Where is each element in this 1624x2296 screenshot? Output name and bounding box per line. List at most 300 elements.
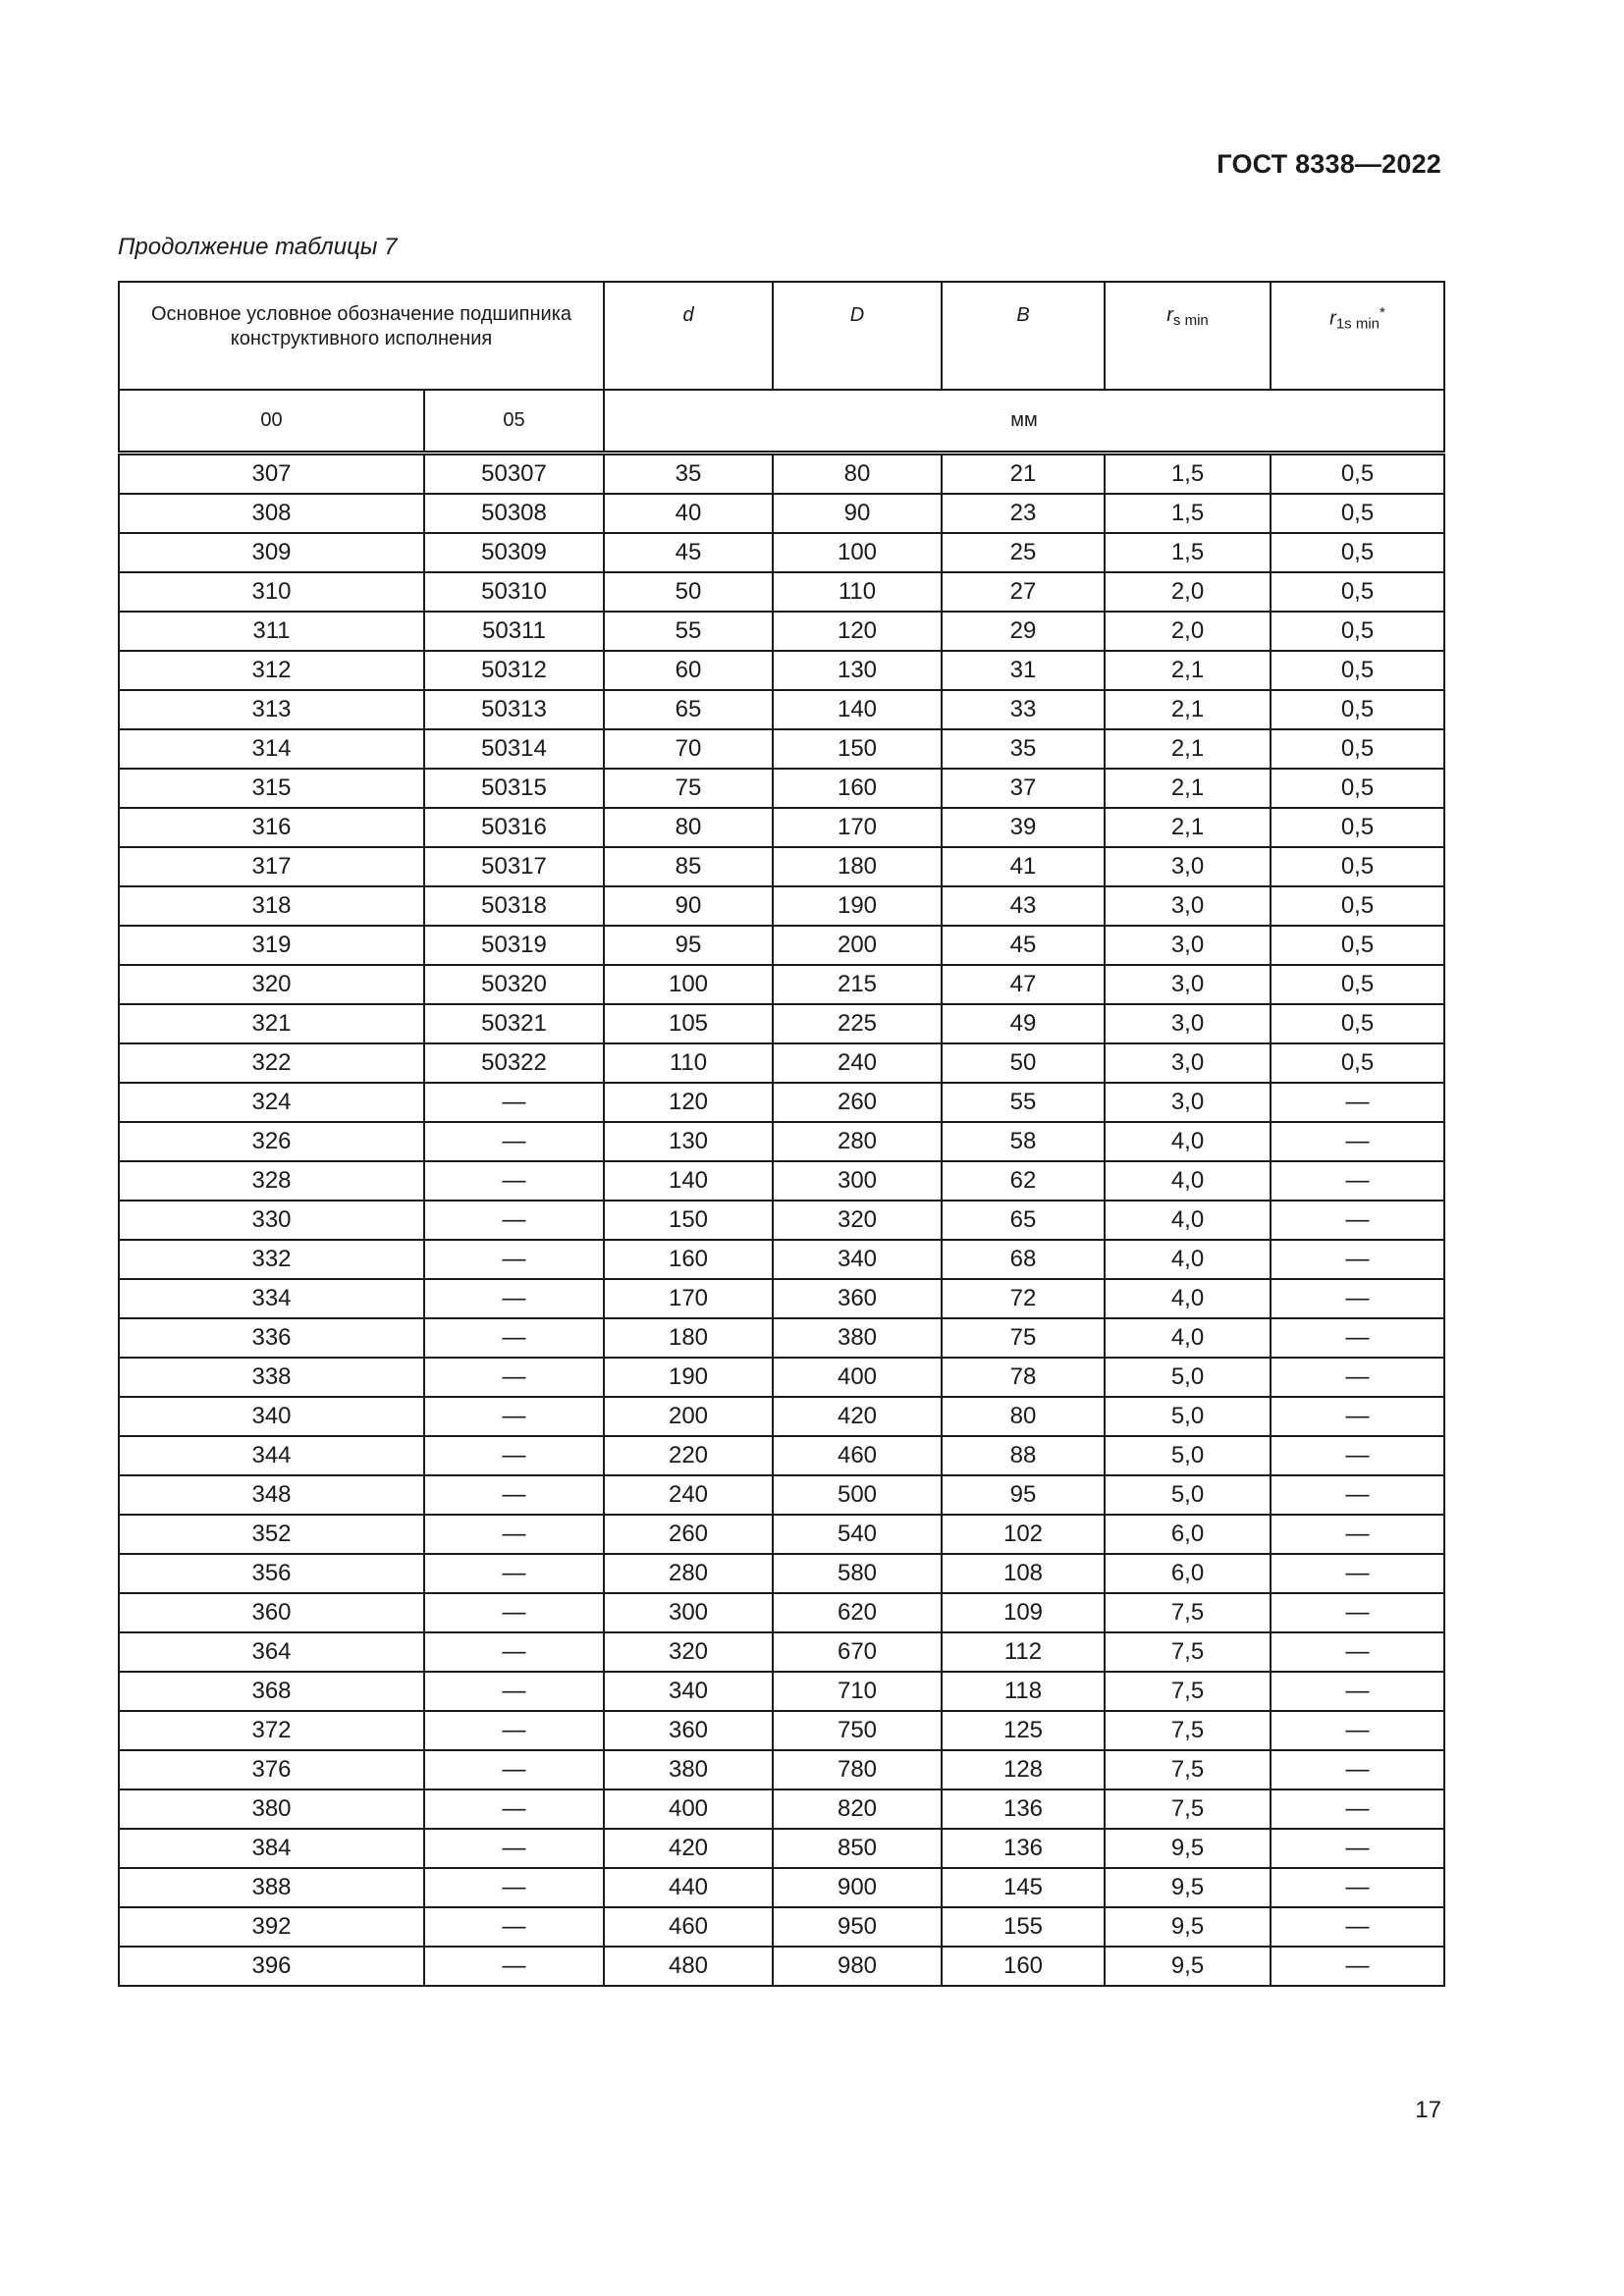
table-row (119, 1004, 1444, 1043)
bore-d-cell: 460 (604, 1907, 773, 1947)
designation-00-cell: 340 (119, 1397, 424, 1436)
r1s-min-cell: — (1271, 1201, 1444, 1240)
table-row (119, 1397, 1444, 1436)
bore-d-cell: 200 (604, 1397, 773, 1436)
bore-d-cell: 190 (604, 1358, 773, 1397)
r1s-min-cell: 0,5 (1271, 926, 1444, 965)
rs-min-cell: 5,0 (1105, 1397, 1271, 1436)
designation-00-cell: 336 (119, 1318, 424, 1358)
designation-00-cell: 307 (119, 454, 424, 495)
table-row (119, 1672, 1444, 1711)
designation-00-cell: 368 (119, 1672, 424, 1711)
r1s-min-cell: 0,5 (1271, 808, 1444, 847)
rs-min-cell: 6,0 (1105, 1515, 1271, 1554)
r1s-min-cell: — (1271, 1122, 1444, 1161)
table-row (119, 651, 1444, 690)
designation-00-cell: 348 (119, 1475, 424, 1515)
designation-00-cell: 309 (119, 533, 424, 572)
bore-d-cell: 60 (604, 651, 773, 690)
table-row (119, 769, 1444, 808)
table-row (119, 1240, 1444, 1279)
rs-min-cell: 1,5 (1105, 494, 1271, 533)
r1s-min-cell: 0,5 (1271, 533, 1444, 572)
rs-min-cell: 7,5 (1105, 1593, 1271, 1632)
designation-00-cell: 313 (119, 690, 424, 729)
width-B-cell: 21 (942, 454, 1105, 495)
r1s-min-cell: — (1271, 1789, 1444, 1829)
rs-min-cell: 4,0 (1105, 1201, 1271, 1240)
width-B-cell: 39 (942, 808, 1105, 847)
width-B-cell: 136 (942, 1789, 1105, 1829)
width-B-cell: 78 (942, 1358, 1105, 1397)
variant-05-header: 05 (424, 390, 604, 454)
table-row (119, 965, 1444, 1004)
designation-05-cell: — (424, 1358, 604, 1397)
bore-d-cell: 480 (604, 1947, 773, 1986)
designation-00-cell: 315 (119, 769, 424, 808)
table-row (119, 1122, 1444, 1161)
designation-00-cell: 330 (119, 1201, 424, 1240)
r1s-min-cell: — (1271, 1515, 1444, 1554)
rs-min-cell: 1,5 (1105, 533, 1271, 572)
r1s-min-cell: — (1271, 1475, 1444, 1515)
header-row (119, 282, 1444, 390)
rs-min-cell: 2,1 (1105, 808, 1271, 847)
r1s-min-cell: — (1271, 1083, 1444, 1122)
designation-05-cell: — (424, 1868, 604, 1907)
r1s-min-cell: 0,5 (1271, 1004, 1444, 1043)
r1s-min-cell: 0,5 (1271, 847, 1444, 886)
bore-d-cell: 150 (604, 1201, 773, 1240)
bore-d-cell: 95 (604, 926, 773, 965)
outer-D-cell: 460 (773, 1436, 942, 1475)
designation-05-cell: 50310 (424, 572, 604, 612)
bore-d-cell: 75 (604, 769, 773, 808)
chamfer-r1s-symbol: r (1329, 307, 1336, 330)
rs-min-cell: 3,0 (1105, 926, 1271, 965)
designation-00-cell: 324 (119, 1083, 424, 1122)
width-B-cell: 45 (942, 926, 1105, 965)
r1s-min-cell: 0,5 (1271, 965, 1444, 1004)
chamfer-rs-symbol: r (1166, 304, 1173, 326)
r1s-min-cell: — (1271, 1397, 1444, 1436)
unit-header: мм (604, 390, 1444, 454)
bore-d-cell: 320 (604, 1632, 773, 1672)
outer-D-cell: 750 (773, 1711, 942, 1750)
outer-D-cell: 80 (773, 454, 942, 495)
rs-min-cell: 4,0 (1105, 1318, 1271, 1358)
outer-D-cell: 300 (773, 1161, 942, 1201)
designation-00-cell: 356 (119, 1554, 424, 1593)
designation-00-cell: 314 (119, 729, 424, 769)
rs-min-cell: 5,0 (1105, 1475, 1271, 1515)
table-row (119, 1358, 1444, 1397)
designation-05-cell: — (424, 1711, 604, 1750)
designation-05-cell: — (424, 1554, 604, 1593)
table-row (119, 1436, 1444, 1475)
outer-D-cell: 280 (773, 1122, 942, 1161)
designation-05-cell: — (424, 1122, 604, 1161)
designation-05-cell: 50319 (424, 926, 604, 965)
outer-D-cell: 500 (773, 1475, 942, 1515)
outer-D-cell: 110 (773, 572, 942, 612)
width-B-cell: 23 (942, 494, 1105, 533)
width-B-cell: 136 (942, 1829, 1105, 1868)
outer-D-cell: 240 (773, 1043, 942, 1083)
designation-05-cell: 50316 (424, 808, 604, 847)
table-row (119, 847, 1444, 886)
outer-D-cell: 340 (773, 1240, 942, 1279)
r1s-min-cell: — (1271, 1711, 1444, 1750)
designation-00-cell: 334 (119, 1279, 424, 1318)
r1s-min-cell: — (1271, 1318, 1444, 1358)
bore-d-cell: 120 (604, 1083, 773, 1122)
designation-00-cell: 322 (119, 1043, 424, 1083)
table-row (119, 572, 1444, 612)
rs-min-cell: 1,5 (1105, 454, 1271, 495)
width-B-cell: 33 (942, 690, 1105, 729)
width-B-cell: 29 (942, 612, 1105, 651)
table-row (119, 1083, 1444, 1122)
width-B-cell: 128 (942, 1750, 1105, 1789)
r1s-min-cell: — (1271, 1358, 1444, 1397)
bore-d-cell: 45 (604, 533, 773, 572)
outer-D-cell: 950 (773, 1907, 942, 1947)
designation-00-cell: 332 (119, 1240, 424, 1279)
outer-D-cell: 620 (773, 1593, 942, 1632)
width-B-cell: 43 (942, 886, 1105, 926)
bore-d-cell: 340 (604, 1672, 773, 1711)
rs-min-cell: 7,5 (1105, 1750, 1271, 1789)
designation-00-cell: 326 (119, 1122, 424, 1161)
width-B-cell: 155 (942, 1907, 1105, 1947)
chamfer-rs-subscript: s min (1172, 312, 1209, 329)
outer-D-cell: 100 (773, 533, 942, 572)
width-B-cell: 112 (942, 1632, 1105, 1672)
designation-00-cell: 338 (119, 1358, 424, 1397)
table-row (119, 1868, 1444, 1907)
table-row (119, 1201, 1444, 1240)
outer-D-cell: 580 (773, 1554, 942, 1593)
rs-min-cell: 7,5 (1105, 1672, 1271, 1711)
bore-d-cell: 140 (604, 1161, 773, 1201)
rs-min-cell: 9,5 (1105, 1907, 1271, 1947)
bore-d-cell: 160 (604, 1240, 773, 1279)
designation-05-cell: 50320 (424, 965, 604, 1004)
designation-00-cell: 321 (119, 1004, 424, 1043)
designation-00-cell: 319 (119, 926, 424, 965)
bore-d-cell: 380 (604, 1750, 773, 1789)
designation-00-cell: 344 (119, 1436, 424, 1475)
outer-D-cell: 540 (773, 1515, 942, 1554)
designation-05-cell: — (424, 1593, 604, 1632)
outer-D-cell: 400 (773, 1358, 942, 1397)
r1s-min-cell: — (1271, 1632, 1444, 1672)
width-B-cell: 118 (942, 1672, 1105, 1711)
designation-05-cell: — (424, 1201, 604, 1240)
r1s-min-cell: — (1271, 1436, 1444, 1475)
table-row (119, 612, 1444, 651)
bore-d-cell: 40 (604, 494, 773, 533)
r1s-min-cell: — (1271, 1161, 1444, 1201)
designation-05-cell: 50321 (424, 1004, 604, 1043)
r1s-min-cell: 0,5 (1271, 454, 1444, 495)
width-B-cell: 160 (942, 1947, 1105, 1986)
designation-05-cell: 50309 (424, 533, 604, 572)
r1s-min-cell: — (1271, 1829, 1444, 1868)
outer-D-cell: 160 (773, 769, 942, 808)
rs-min-cell: 3,0 (1105, 1083, 1271, 1122)
designation-00-cell: 388 (119, 1868, 424, 1907)
bore-d-cell: 170 (604, 1279, 773, 1318)
rs-min-cell: 7,5 (1105, 1632, 1271, 1672)
r1s-min-cell: — (1271, 1554, 1444, 1593)
outer-D-cell: 380 (773, 1318, 942, 1358)
outer-diameter-header: D (773, 282, 942, 390)
bore-d-cell: 300 (604, 1593, 773, 1632)
outer-D-cell: 820 (773, 1789, 942, 1829)
rs-min-cell: 2,1 (1105, 729, 1271, 769)
width-B-cell: 68 (942, 1240, 1105, 1279)
designation-00-cell: 392 (119, 1907, 424, 1947)
width-B-cell: 55 (942, 1083, 1105, 1122)
designation-05-cell: — (424, 1083, 604, 1122)
table-row (119, 1515, 1444, 1554)
table-body (119, 454, 1444, 1987)
width-B-cell: 145 (942, 1868, 1105, 1907)
r1s-min-cell: 0,5 (1271, 729, 1444, 769)
r1s-min-cell: — (1271, 1672, 1444, 1711)
rs-min-cell: 3,0 (1105, 1004, 1271, 1043)
table-row (119, 1554, 1444, 1593)
rs-min-cell: 3,0 (1105, 1043, 1271, 1083)
bore-d-cell: 100 (604, 965, 773, 1004)
table-row (119, 1475, 1444, 1515)
bore-d-cell: 80 (604, 808, 773, 847)
designation-05-cell: — (424, 1240, 604, 1279)
designation-05-cell: — (424, 1161, 604, 1201)
outer-D-cell: 215 (773, 965, 942, 1004)
designation-05-cell: 50307 (424, 454, 604, 495)
designation-00-cell: 320 (119, 965, 424, 1004)
width-B-cell: 72 (942, 1279, 1105, 1318)
designation-00-cell: 396 (119, 1947, 424, 1986)
bore-d-cell: 130 (604, 1122, 773, 1161)
table-row (119, 808, 1444, 847)
outer-D-cell: 360 (773, 1279, 942, 1318)
rs-min-cell: 4,0 (1105, 1279, 1271, 1318)
bearing-dimensions-table (118, 281, 1445, 1987)
r1s-min-cell: 0,5 (1271, 572, 1444, 612)
table-row (119, 926, 1444, 965)
designation-00-cell: 352 (119, 1515, 424, 1554)
r1s-min-cell: — (1271, 1279, 1444, 1318)
rs-min-cell: 2,0 (1105, 612, 1271, 651)
bore-d-cell: 85 (604, 847, 773, 886)
bore-d-cell: 360 (604, 1711, 773, 1750)
rs-min-cell: 9,5 (1105, 1829, 1271, 1868)
variant-00-header: 00 (119, 390, 424, 454)
width-B-cell: 25 (942, 533, 1105, 572)
designation-05-cell: 50311 (424, 612, 604, 651)
outer-D-cell: 710 (773, 1672, 942, 1711)
table-row (119, 1161, 1444, 1201)
table-row (119, 690, 1444, 729)
rs-min-cell: 2,1 (1105, 651, 1271, 690)
bore-d-cell: 420 (604, 1829, 773, 1868)
outer-D-cell: 120 (773, 612, 942, 651)
rs-min-cell: 9,5 (1105, 1868, 1271, 1907)
designation-05-cell: 50314 (424, 729, 604, 769)
width-B-cell: 41 (942, 847, 1105, 886)
designation-05-cell: 50317 (424, 847, 604, 886)
document-code: ГОСТ 8338—2022 (1217, 149, 1441, 179)
designation-05-cell: — (424, 1907, 604, 1947)
rs-min-cell: 2,1 (1105, 690, 1271, 729)
width-B-cell: 88 (942, 1436, 1105, 1475)
designation-05-cell: 50313 (424, 690, 604, 729)
designation-00-cell: 310 (119, 572, 424, 612)
designation-05-cell: — (424, 1672, 604, 1711)
outer-D-cell: 190 (773, 886, 942, 926)
designation-00-cell: 318 (119, 886, 424, 926)
outer-D-cell: 670 (773, 1632, 942, 1672)
designation-00-cell: 308 (119, 494, 424, 533)
outer-D-cell: 90 (773, 494, 942, 533)
designation-05-cell: — (424, 1947, 604, 1986)
designation-05-cell: 50318 (424, 886, 604, 926)
table-row (119, 454, 1444, 495)
designation-05-cell: — (424, 1829, 604, 1868)
width-B-cell: 58 (942, 1122, 1105, 1161)
designation-05-cell: — (424, 1318, 604, 1358)
rs-min-cell: 4,0 (1105, 1161, 1271, 1201)
bore-d-cell: 440 (604, 1868, 773, 1907)
bore-d-cell: 400 (604, 1789, 773, 1829)
outer-D-cell: 130 (773, 651, 942, 690)
width-B-cell: 37 (942, 769, 1105, 808)
footnote-mark: * (1380, 304, 1385, 321)
designation-header: Основное условное обозначение подшипника конструктивного исполнения (119, 282, 604, 390)
bore-d-cell: 90 (604, 886, 773, 926)
width-B-cell: 27 (942, 572, 1105, 612)
bore-d-cell: 180 (604, 1318, 773, 1358)
designation-00-cell: 364 (119, 1632, 424, 1672)
width-B-cell: 102 (942, 1515, 1105, 1554)
designation-00-cell: 360 (119, 1593, 424, 1632)
designation-00-cell: 312 (119, 651, 424, 690)
table-row (119, 1829, 1444, 1868)
page-number: 17 (1415, 2097, 1441, 2123)
table-caption: Продолжение таблицы 7 (118, 234, 398, 260)
designation-00-cell: 384 (119, 1829, 424, 1868)
r1s-min-cell: 0,5 (1271, 494, 1444, 533)
designation-00-cell: 372 (119, 1711, 424, 1750)
outer-D-cell: 170 (773, 808, 942, 847)
designation-00-cell: 328 (119, 1161, 424, 1201)
designation-05-cell: 50322 (424, 1043, 604, 1083)
chamfer-r1s-subscript: 1s min (1335, 315, 1380, 333)
r1s-min-cell: — (1271, 1868, 1444, 1907)
r1s-min-cell: 0,5 (1271, 651, 1444, 690)
outer-D-cell: 980 (773, 1947, 942, 1986)
width-B-cell: 75 (942, 1318, 1105, 1358)
rs-min-cell: 4,0 (1105, 1240, 1271, 1279)
rs-min-cell: 3,0 (1105, 847, 1271, 886)
r1s-min-cell: 0,5 (1271, 769, 1444, 808)
width-B-cell: 80 (942, 1397, 1105, 1436)
designation-05-cell: — (424, 1475, 604, 1515)
bore-d-cell: 260 (604, 1515, 773, 1554)
outer-D-cell: 780 (773, 1750, 942, 1789)
chamfer-rs-header (1105, 282, 1271, 390)
bore-d-cell: 65 (604, 690, 773, 729)
table-row (119, 1632, 1444, 1672)
designation-05-cell: 50315 (424, 769, 604, 808)
designation-00-cell: 380 (119, 1789, 424, 1829)
width-B-cell: 65 (942, 1201, 1105, 1240)
rs-min-cell: 7,5 (1105, 1711, 1271, 1750)
designation-00-cell: 317 (119, 847, 424, 886)
bore-d-cell: 70 (604, 729, 773, 769)
outer-D-cell: 850 (773, 1829, 942, 1868)
designation-05-cell: — (424, 1397, 604, 1436)
bore-d-cell: 55 (604, 612, 773, 651)
designation-05-cell: — (424, 1436, 604, 1475)
r1s-min-cell: 0,5 (1271, 1043, 1444, 1083)
rs-min-cell: 4,0 (1105, 1122, 1271, 1161)
width-B-cell: 62 (942, 1161, 1105, 1201)
width-B-cell: 108 (942, 1554, 1105, 1593)
width-B-cell: 95 (942, 1475, 1105, 1515)
designation-05-cell: 50312 (424, 651, 604, 690)
rs-min-cell: 6,0 (1105, 1554, 1271, 1593)
table-row (119, 533, 1444, 572)
rs-min-cell: 7,5 (1105, 1789, 1271, 1829)
width-B-cell: 35 (942, 729, 1105, 769)
rs-min-cell: 3,0 (1105, 965, 1271, 1004)
r1s-min-cell: — (1271, 1240, 1444, 1279)
bore-d-cell: 105 (604, 1004, 773, 1043)
rs-min-cell: 3,0 (1105, 886, 1271, 926)
r1s-min-cell: 0,5 (1271, 690, 1444, 729)
outer-D-cell: 320 (773, 1201, 942, 1240)
width-header: B (942, 282, 1105, 390)
designation-05-cell: — (424, 1515, 604, 1554)
rs-min-cell: 5,0 (1105, 1436, 1271, 1475)
r1s-min-cell: — (1271, 1593, 1444, 1632)
width-B-cell: 47 (942, 965, 1105, 1004)
outer-D-cell: 225 (773, 1004, 942, 1043)
table-row (119, 1043, 1444, 1083)
r1s-min-cell: 0,5 (1271, 612, 1444, 651)
width-B-cell: 49 (942, 1004, 1105, 1043)
width-B-cell: 31 (942, 651, 1105, 690)
r1s-min-cell: — (1271, 1947, 1444, 1986)
designation-05-cell: 50308 (424, 494, 604, 533)
table-row (119, 1279, 1444, 1318)
outer-D-cell: 150 (773, 729, 942, 769)
table-row (119, 1789, 1444, 1829)
table-row (119, 1750, 1444, 1789)
bore-d-cell: 50 (604, 572, 773, 612)
table-row (119, 1593, 1444, 1632)
rs-min-cell: 5,0 (1105, 1358, 1271, 1397)
outer-D-cell: 180 (773, 847, 942, 886)
bore-d-cell: 35 (604, 454, 773, 495)
outer-D-cell: 420 (773, 1397, 942, 1436)
table-row (119, 886, 1444, 926)
